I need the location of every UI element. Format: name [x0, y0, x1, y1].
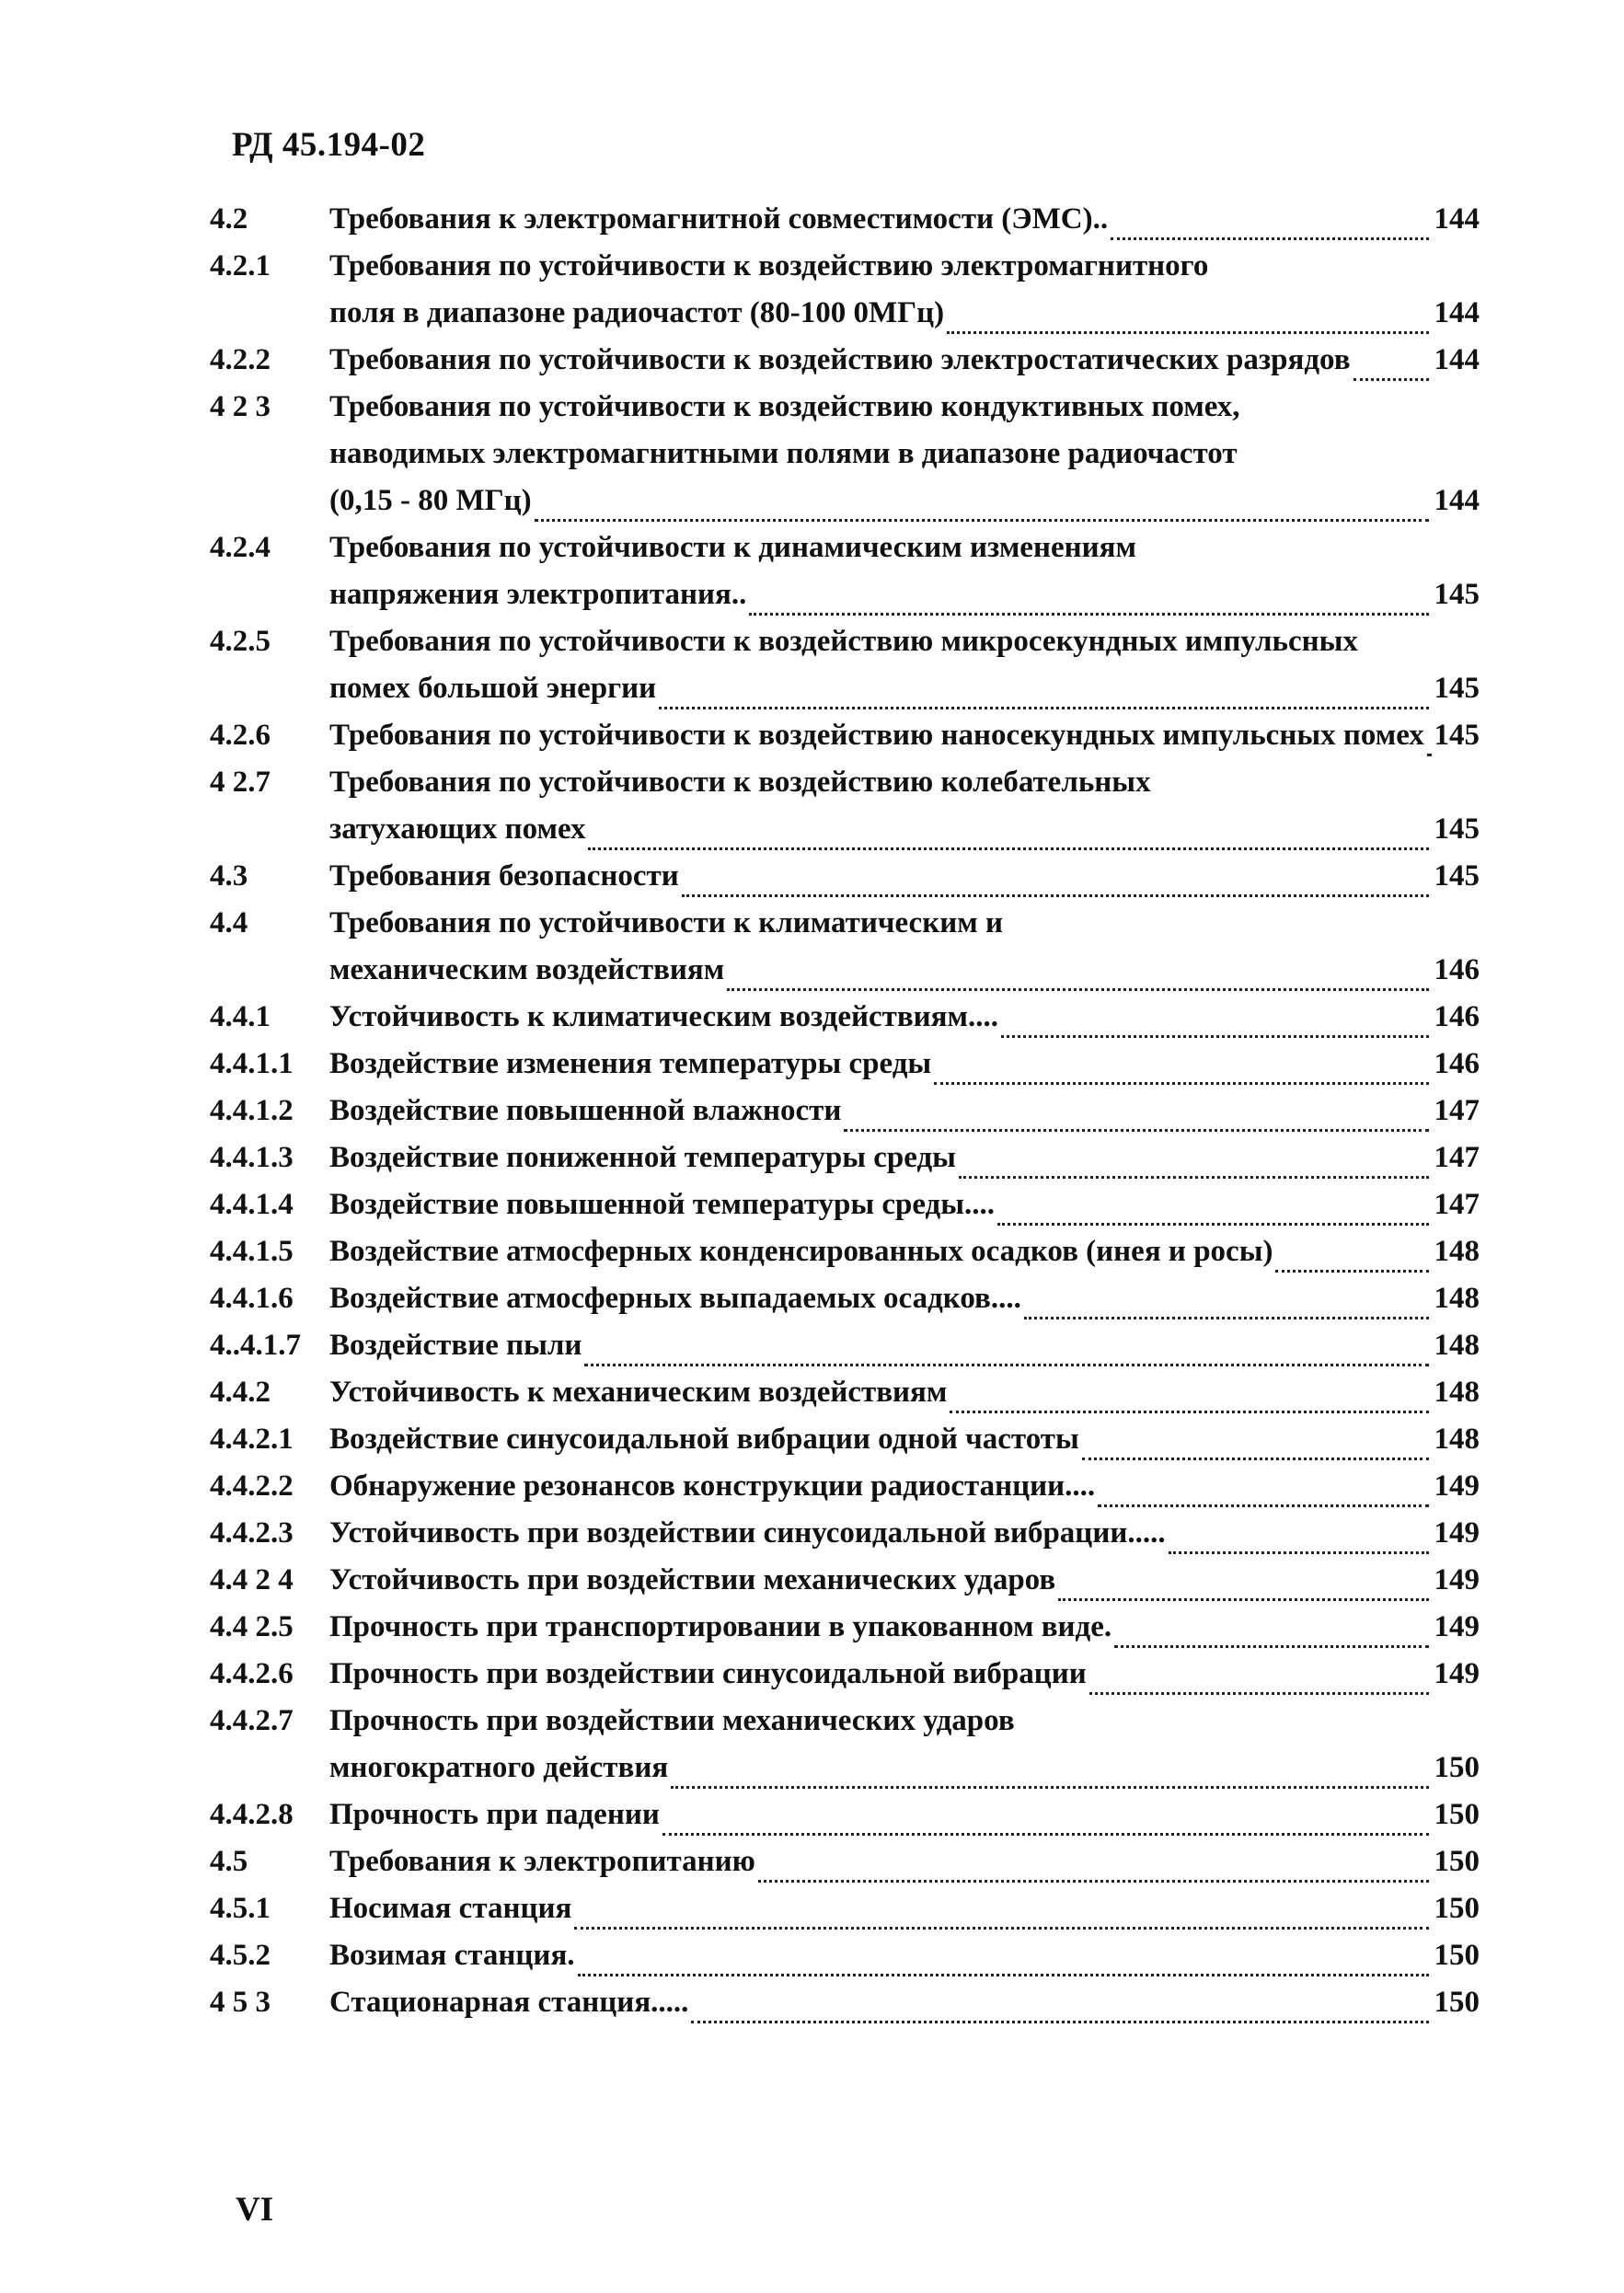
dot-leader — [1082, 1458, 1429, 1460]
toc-entry-number: 4.4.1 — [210, 1000, 271, 1033]
toc-page-number: 147 — [1434, 1094, 1480, 1127]
dot-leader — [1353, 378, 1429, 381]
toc-entry-title: Возимая станция. — [329, 1939, 575, 1972]
dot-leader — [1089, 1692, 1429, 1695]
dot-leader — [844, 1129, 1429, 1132]
dot-leader — [1169, 1551, 1429, 1554]
toc-entry-number: 4.5.1 — [210, 1892, 271, 1925]
toc-page-number: 150 — [1434, 1892, 1480, 1925]
dot-leader — [662, 1833, 1429, 1836]
dot-leader — [588, 847, 1429, 850]
toc-row — [210, 1282, 1480, 1329]
toc-entry-number: 4.4.2.3 — [210, 1516, 294, 1550]
toc-row — [210, 1798, 1480, 1845]
dot-leader — [1024, 1317, 1429, 1319]
toc-page-number: 149 — [1434, 1516, 1480, 1550]
toc-entry-title: Прочность при воздействии механических ударов — [329, 1704, 1015, 1737]
dot-leader — [682, 894, 1429, 897]
toc-entry-number: 4.4.1.6 — [210, 1282, 294, 1315]
toc-entry-number: 4.2.6 — [210, 719, 271, 752]
toc-entry-title: помех большой энергии — [329, 672, 657, 705]
dot-leader — [749, 613, 1429, 616]
dot-leader — [1427, 754, 1429, 756]
toc-entry-title: Требования по устойчивости к воздействию колебательных — [329, 766, 1151, 799]
toc-entry-title: Требования по устойчивости к динамическим изменениям — [329, 531, 1136, 564]
toc-page-number: 144 — [1434, 343, 1480, 376]
toc-row — [210, 1657, 1480, 1704]
toc-entry-number: 4.4.2.8 — [210, 1798, 294, 1831]
toc-entry-number: 4 2.7 — [210, 766, 271, 799]
toc-entry-title: Воздействие атмосферных конденсированных осадков (инея и росы) — [329, 1235, 1273, 1268]
toc-entry-number: 4 2 3 — [210, 390, 271, 423]
toc-page-number: 146 — [1434, 1000, 1480, 1033]
toc-page-number: 148 — [1434, 1329, 1480, 1362]
toc-page-number: 146 — [1434, 953, 1480, 986]
toc-entry-title: многократного действия — [329, 1751, 669, 1784]
toc-entry-title: механическим воздействиям — [329, 953, 725, 986]
toc-entry-number: 4 5 3 — [210, 1986, 271, 2019]
toc-entry-number: 4.2.4 — [210, 531, 271, 564]
toc-row — [210, 766, 1480, 812]
toc-entry-number: 4.4.2.2 — [210, 1469, 294, 1503]
toc-page-number: 145 — [1434, 812, 1480, 846]
dot-leader — [959, 1176, 1429, 1179]
toc-row — [210, 390, 1480, 437]
toc-row — [210, 625, 1480, 672]
toc-page-number: 144 — [1434, 296, 1480, 329]
toc-entry-title: Требования к электромагнитной совместимости (ЭМС).. — [329, 202, 1109, 236]
toc-page-number: 149 — [1434, 1469, 1480, 1503]
dot-leader — [934, 1082, 1429, 1085]
toc-entry-number: 4.4 — [210, 906, 248, 939]
dot-leader — [535, 519, 1429, 522]
toc-row — [210, 1376, 1480, 1423]
toc-row — [210, 1094, 1480, 1141]
dot-leader — [1058, 1598, 1429, 1601]
toc-row — [210, 296, 1480, 343]
toc-entry-number: 4.2.2 — [210, 343, 271, 376]
dot-leader — [659, 707, 1429, 709]
toc-entry-number: 4.3 — [210, 859, 248, 893]
toc-entry-number: 4.2 — [210, 202, 248, 236]
toc-page-number: 145 — [1434, 719, 1480, 752]
toc-entry-title: Воздействие повышенной температуры среды.... — [329, 1188, 996, 1221]
toc-row — [210, 1047, 1480, 1094]
toc-row — [210, 812, 1480, 859]
toc-entry-title: Требования по устойчивости к воздействию электромагнитного — [329, 249, 1209, 282]
toc-entry-number: 4.5.2 — [210, 1939, 271, 1972]
toc-entry-title: Воздействие пониженной температуры среды — [329, 1141, 956, 1174]
toc-page-number: 148 — [1434, 1235, 1480, 1268]
toc-entry-title: напряжения электропитания.. — [329, 578, 747, 611]
toc-row — [210, 1704, 1480, 1751]
toc-row — [210, 859, 1480, 906]
toc-row — [210, 1892, 1480, 1939]
toc-page-number: 145 — [1434, 859, 1480, 893]
toc-page-number: 149 — [1434, 1610, 1480, 1643]
toc-entry-number: 4.4 2.5 — [210, 1610, 294, 1643]
dot-leader — [1098, 1504, 1429, 1507]
toc-entry-number: 4.4.2.1 — [210, 1423, 294, 1456]
toc-entry-title: Устойчивость к климатическим воздействиям.... — [329, 1000, 998, 1033]
dot-leader — [1275, 1270, 1429, 1273]
toc-page-number: 147 — [1434, 1141, 1480, 1174]
toc-entry-number: 4.4 2 4 — [210, 1563, 294, 1596]
toc-entry-title: Воздействие изменения температуры среды — [329, 1047, 932, 1080]
toc-page-number: 150 — [1434, 1986, 1480, 2019]
document-code: РД 45.194-02 — [232, 126, 426, 164]
toc-row — [210, 484, 1480, 531]
toc-row — [210, 531, 1480, 578]
toc-row — [210, 202, 1480, 249]
toc-entry-title: Требования по устойчивости к воздействию микросекундных импульсных — [329, 625, 1358, 658]
toc-entry-title: Стационарная станция..... — [329, 1986, 689, 2019]
toc-page-number: 148 — [1434, 1282, 1480, 1315]
toc-entry-title: Требования к электропитанию — [329, 1845, 755, 1878]
toc-entry-title: Воздействие атмосферных выпадаемых осадков.... — [329, 1282, 1021, 1315]
toc-row — [210, 1610, 1480, 1657]
toc-entry-number: 4.4.2 — [210, 1376, 271, 1409]
toc-row — [210, 1000, 1480, 1047]
toc-row — [210, 953, 1480, 1000]
toc-page-number: 148 — [1434, 1423, 1480, 1456]
dot-leader — [758, 1880, 1429, 1883]
toc-row — [210, 1469, 1480, 1516]
toc-row — [210, 1329, 1480, 1376]
toc-row — [210, 249, 1480, 296]
toc-page-number: 148 — [1434, 1376, 1480, 1409]
toc-entry-title: (0,15 - 80 МГц) — [329, 484, 532, 517]
toc-page-number: 150 — [1434, 1751, 1480, 1784]
toc-entry-title: Требования по устойчивости к воздействию кондуктивных помех, — [329, 390, 1240, 423]
toc-entry-title: Требования безопасности — [329, 859, 679, 893]
table-of-contents — [210, 202, 1480, 2033]
toc-page-number: 149 — [1434, 1563, 1480, 1596]
toc-page-number: 144 — [1434, 202, 1480, 236]
toc-entry-title: Носимая станция — [329, 1892, 572, 1925]
toc-entry-number: 4.4.1.5 — [210, 1235, 294, 1268]
dot-leader — [727, 988, 1429, 991]
toc-entry-title: Обнаружение резонансов конструкции радиостанции.... — [329, 1469, 1096, 1503]
toc-row — [210, 1235, 1480, 1282]
toc-entry-number: 4.4.1.4 — [210, 1188, 294, 1221]
dot-leader — [1111, 237, 1429, 240]
dot-leader — [584, 1364, 1429, 1366]
dot-leader — [997, 1223, 1429, 1226]
toc-row — [210, 1141, 1480, 1188]
toc-entry-title: Устойчивость при воздействии механических ударов — [329, 1563, 1056, 1596]
toc-entry-number: 4.4.1.3 — [210, 1141, 294, 1174]
dot-leader — [671, 1786, 1429, 1789]
toc-row — [210, 1939, 1480, 1986]
toc-entry-title: Требования по устойчивости к воздействию наносекундных импульсных помех — [329, 719, 1424, 752]
toc-page-number: 145 — [1434, 672, 1480, 705]
toc-row — [210, 672, 1480, 719]
toc-row — [210, 1845, 1480, 1892]
dot-leader — [947, 331, 1429, 334]
toc-row — [210, 1516, 1480, 1563]
toc-entry-title: Прочность при падении — [329, 1798, 660, 1831]
dot-leader — [574, 1927, 1429, 1930]
dot-leader — [578, 1974, 1429, 1976]
toc-page-number: 149 — [1434, 1657, 1480, 1690]
toc-entry-title: Требования по устойчивости к воздействию электростатических разрядов — [329, 343, 1351, 376]
toc-row — [210, 1751, 1480, 1798]
toc-row — [210, 1986, 1480, 2033]
toc-page-number: 150 — [1434, 1798, 1480, 1831]
toc-entry-title: затухающих помех — [329, 812, 586, 846]
toc-row — [210, 1188, 1480, 1235]
toc-entry-title: Прочность при транспортировании в упакованном виде. — [329, 1610, 1112, 1643]
page-number: VI — [236, 2191, 274, 2229]
toc-row — [210, 1423, 1480, 1469]
toc-row — [210, 437, 1480, 484]
toc-entry-title: Прочность при воздействии синусоидальной вибрации — [329, 1657, 1087, 1690]
toc-entry-title: Устойчивость при воздействии синусоидальной вибрации..... — [329, 1516, 1166, 1550]
toc-row — [210, 719, 1480, 766]
toc-entry-title: Устойчивость к механическим воздействиям — [329, 1376, 948, 1409]
toc-page-number: 145 — [1434, 578, 1480, 611]
toc-row — [210, 906, 1480, 953]
toc-entry-number: 4.5 — [210, 1845, 248, 1878]
toc-page-number: 150 — [1434, 1939, 1480, 1972]
toc-entry-number: 4.2.5 — [210, 625, 271, 658]
toc-entry-number: 4.4.2.7 — [210, 1704, 294, 1737]
toc-entry-number: 4.4.2.6 — [210, 1657, 294, 1690]
dot-leader — [950, 1411, 1429, 1413]
dot-leader — [1114, 1645, 1429, 1648]
toc-entry-title: Воздействие синусоидальной вибрации одной частоты — [329, 1423, 1079, 1456]
toc-entry-title: Требования по устойчивости к климатическим и — [329, 906, 1003, 939]
toc-entry-title: поля в диапазоне радиочастот (80-100 0МГц) — [329, 296, 945, 329]
toc-page-number: 146 — [1434, 1047, 1480, 1080]
toc-entry-number: 4..4.1.7 — [210, 1329, 301, 1362]
toc-row — [210, 578, 1480, 625]
dot-leader — [691, 2021, 1429, 2023]
toc-page-number: 147 — [1434, 1188, 1480, 1221]
toc-entry-number: 4.4.1.1 — [210, 1047, 294, 1080]
toc-entry-number: 4.4.1.2 — [210, 1094, 294, 1127]
toc-row — [210, 1563, 1480, 1610]
dot-leader — [1001, 1035, 1429, 1038]
toc-entry-title: Воздействие повышенной влажности — [329, 1094, 842, 1127]
toc-entry-number: 4.2.1 — [210, 249, 271, 282]
toc-row — [210, 343, 1480, 390]
toc-page-number: 144 — [1434, 484, 1480, 517]
toc-entry-title: наводимых электромагнитными полями в диапазоне радиочастот — [329, 437, 1238, 470]
toc-page-number: 150 — [1434, 1845, 1480, 1878]
toc-entry-title: Воздействие пыли — [329, 1329, 582, 1362]
